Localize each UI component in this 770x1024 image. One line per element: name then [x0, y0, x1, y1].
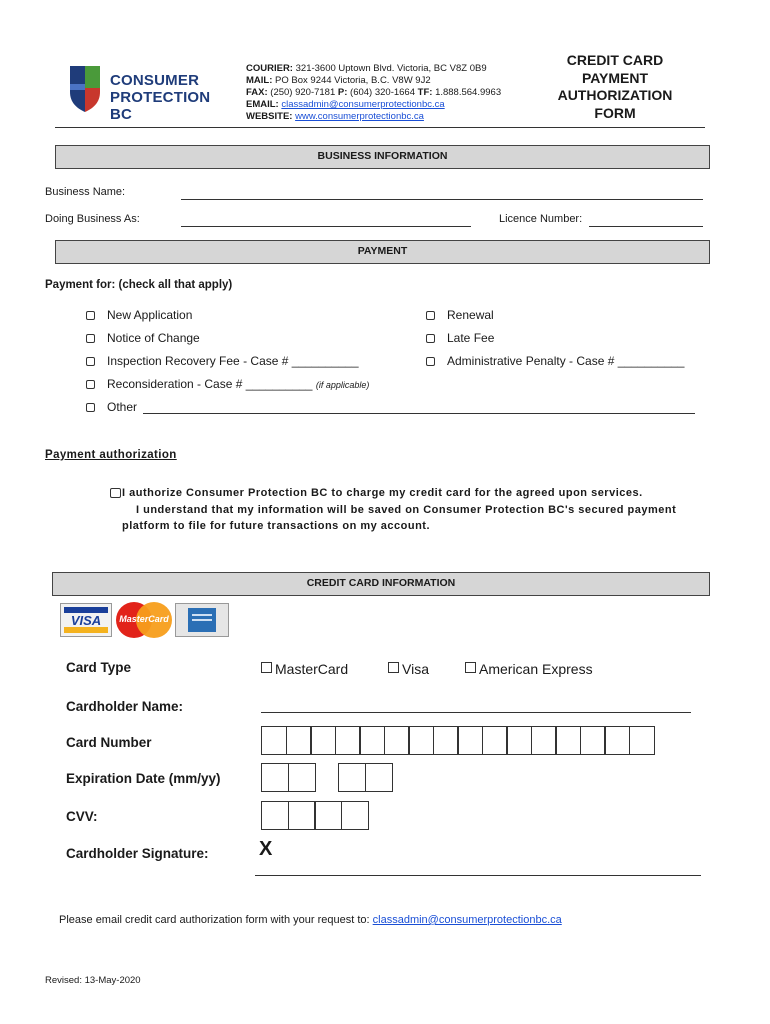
expiration-month-boxes[interactable] [261, 763, 314, 792]
card-number-digit[interactable] [555, 726, 581, 755]
notice-of-change-checkbox[interactable] [86, 334, 95, 343]
website-label: WEBSITE: [246, 111, 293, 122]
phone-label: P: [337, 87, 348, 98]
form-title-line2: PAYMENT [581, 69, 649, 86]
amex-option[interactable] [465, 661, 593, 677]
amex-option-label: American Express [479, 661, 593, 677]
mastercard-checkbox[interactable] [261, 662, 272, 673]
cardholder-name-label: Cardholder Name: [66, 699, 184, 714]
late-fee-checkbox[interactable] [426, 334, 435, 343]
payment-authorization-heading: Payment authorization [45, 449, 177, 461]
fax-label: FAX: [246, 87, 268, 98]
expiration-year-digit[interactable] [365, 763, 393, 792]
logo [68, 64, 228, 123]
logo-line1: CONSUMER [110, 72, 200, 89]
authorization-line3: platform to file for future transactions on my account. [122, 520, 431, 532]
business-name-label: Business Name: [45, 186, 126, 198]
cvv-digit[interactable] [314, 801, 342, 830]
card-number-digit[interactable] [531, 726, 557, 755]
card-number-digit[interactable] [604, 726, 630, 755]
cvv-boxes[interactable] [261, 801, 367, 830]
visa-checkbox[interactable] [388, 662, 399, 673]
courier-value: 321-3600 Uptown Blvd. Victoria, BC V8Z 0B9 [295, 63, 487, 74]
renewal-label: Renewal [447, 308, 494, 322]
cvv-digit[interactable] [261, 801, 289, 830]
signature-label: Cardholder Signature: [66, 846, 209, 861]
card-number-digit[interactable] [384, 726, 410, 755]
tollfree-value: 1.888.564.9963 [435, 87, 502, 98]
card-number-digit[interactable] [457, 726, 483, 755]
form-title-line3: AUTHORIZATION [557, 87, 673, 103]
inspection-checkbox[interactable] [86, 357, 95, 366]
mastercard-option[interactable] [261, 661, 348, 677]
contact-block [246, 63, 536, 123]
inspection-label: Inspection Recovery Fee - Case # __________ [107, 354, 359, 368]
footer-note [59, 914, 562, 926]
footer-note-text: Please email credit card authorization form with your request to: [59, 914, 370, 926]
cvv-digit[interactable] [341, 801, 369, 830]
card-number-digit[interactable] [629, 726, 655, 755]
admin-penalty-label: Administrative Penalty - Case # __________ [447, 354, 685, 368]
if-applicable-note: (if applicable) [315, 380, 370, 390]
dba-field[interactable] [181, 226, 471, 227]
card-number-digit[interactable] [310, 726, 336, 755]
expiration-month-digit[interactable] [261, 763, 289, 792]
late-fee-label: Late Fee [447, 331, 495, 345]
form-title-line4: FORM [594, 104, 636, 121]
form-title [540, 52, 690, 122]
authorization-line2: I understand that my information will be saved on Consumer Protection BC's secured payment [136, 503, 677, 516]
dba-label: Doing Business As: [45, 213, 140, 225]
email-label: EMAIL: [246, 99, 279, 110]
credit-card-title: CREDIT CARD INFORMATION [306, 577, 456, 589]
website-link[interactable]: www.consumerprotectionbc.ca [295, 111, 424, 122]
mastercard-logo-text: MasterCard [119, 614, 169, 624]
admin-penalty-checkbox[interactable] [426, 357, 435, 366]
mastercard-logo [116, 602, 172, 638]
mail-value: PO Box 9244 Victoria, B.C. V8W 9J2 [275, 75, 431, 86]
reconsideration-text: Reconsideration - Case # __________ [107, 377, 313, 391]
other-field[interactable] [143, 413, 695, 414]
header-divider [55, 127, 705, 128]
card-number-digit[interactable] [335, 726, 361, 755]
expiration-year-boxes[interactable] [338, 763, 391, 792]
expiration-month-digit[interactable] [288, 763, 316, 792]
card-number-digit[interactable] [359, 726, 385, 755]
card-number-digit[interactable] [261, 726, 287, 755]
card-number-digit[interactable] [506, 726, 532, 755]
expiration-label: Expiration Date (mm/yy) [66, 771, 221, 786]
signature-field[interactable] [255, 875, 701, 876]
footer-email-link[interactable]: classadmin@consumerprotectionbc.ca [372, 914, 562, 926]
visa-option-label: Visa [402, 661, 429, 677]
cardholder-name-field[interactable] [261, 712, 691, 713]
licence-label: Licence Number: [499, 213, 583, 225]
notice-of-change-label: Notice of Change [107, 331, 200, 345]
fax-value: (250) 920-7181 [270, 87, 336, 98]
new-application-label: New Application [107, 308, 193, 322]
reconsideration-label [107, 377, 369, 391]
other-label: Other [107, 400, 138, 414]
cvv-label: CVV: [66, 809, 98, 824]
form-title-line1: CREDIT CARD [566, 52, 664, 68]
courier-label: COURIER: [246, 63, 293, 74]
authorize-checkbox[interactable] [110, 488, 121, 498]
visa-logo [60, 603, 112, 637]
mastercard-option-label: MasterCard [275, 661, 349, 677]
email-link[interactable]: classadmin@consumerprotectionbc.ca [281, 99, 445, 110]
authorization-text [122, 485, 676, 535]
logo-line2: PROTECTION BC [110, 89, 211, 123]
visa-option[interactable] [388, 661, 429, 677]
business-info-bar [55, 145, 710, 169]
reconsideration-checkbox[interactable] [86, 380, 95, 389]
card-number-digit[interactable] [433, 726, 459, 755]
credit-card-bar [52, 572, 710, 596]
card-number-digit[interactable] [580, 726, 606, 755]
shield-logo-icon [68, 64, 102, 114]
authorization-line1: I authorize Consumer Protection BC to charge my credit card for the agreed upon services. [122, 487, 643, 499]
licence-field[interactable] [589, 226, 703, 227]
payment-bar [55, 240, 710, 264]
tollfree-label: TF: [417, 87, 433, 98]
expiration-year-digit[interactable] [338, 763, 366, 792]
card-type-label: Card Type [66, 660, 132, 675]
signature-x-mark: X [259, 838, 273, 860]
renewal-checkbox[interactable] [426, 311, 435, 320]
card-number-boxes[interactable] [261, 726, 653, 755]
payment-title: PAYMENT [357, 245, 408, 257]
new-application-checkbox[interactable] [86, 311, 95, 320]
card-number-digit[interactable] [482, 726, 508, 755]
visa-logo-text: VISA [70, 613, 102, 628]
card-number-label: Card Number [66, 735, 152, 750]
card-number-digit[interactable] [286, 726, 312, 755]
business-info-title: BUSINESS INFORMATION [317, 150, 448, 162]
phone-value: (604) 320-1664 [350, 87, 415, 98]
cvv-digit[interactable] [288, 801, 316, 830]
amex-checkbox[interactable] [465, 662, 476, 673]
business-name-field[interactable] [181, 199, 703, 200]
payment-for-label: Payment for: (check all that apply) [45, 279, 233, 291]
other-checkbox[interactable] [86, 403, 95, 412]
card-number-digit[interactable] [408, 726, 434, 755]
amex-logo [175, 603, 229, 637]
revised-date: Revised: 13-May-2020 [45, 975, 141, 986]
mail-label: MAIL: [246, 75, 273, 86]
